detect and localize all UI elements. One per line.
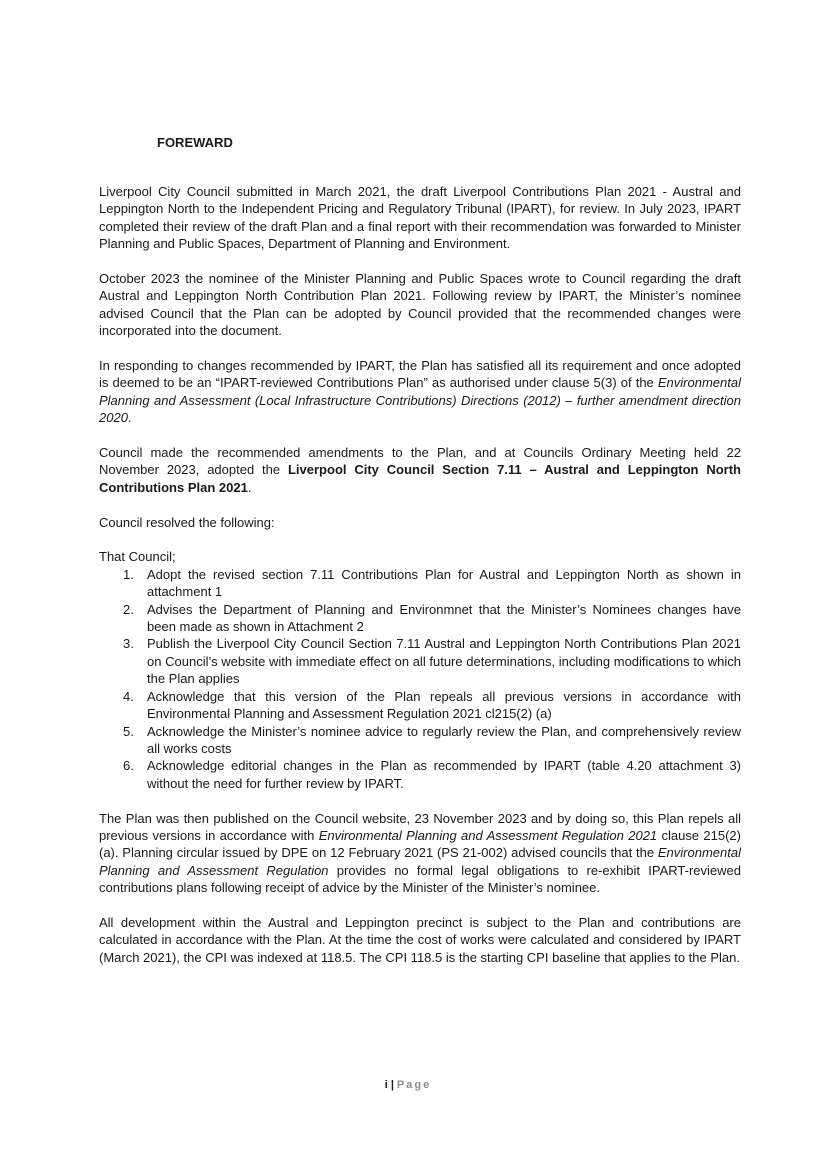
paragraph-publication — [99, 810, 741, 897]
list-number: 1. — [123, 566, 134, 582]
footer-separator: | — [390, 1079, 394, 1091]
paragraph-resolved: Council resolved the following: — [99, 514, 275, 530]
paragraph-end: . — [247, 479, 252, 495]
paragraph-text: provides no formal legal obligations to re-exhibit IPART-reviewed contributions plans following receipt of advice by the Minister of the Minister’s nominee. — [99, 862, 741, 896]
list-item — [99, 757, 741, 792]
paragraph-text: clause 215(2)(a). Planning circular issued by DPE on 12 February 2021 (PS 21-002) advised councils that the — [99, 827, 741, 861]
page-title: FOREWARD — [157, 135, 233, 150]
page-number: i — [384, 1079, 388, 1091]
body-content — [99, 183, 741, 984]
paragraph-text: The Plan was then published on the Council website, 23 November 2023 and by doing so, this Plan repels all previous versions in accordance with — [99, 810, 741, 843]
page-footer — [0, 1079, 816, 1091]
list-number: 4. — [123, 688, 134, 704]
list-item — [99, 723, 741, 758]
list-number: 2. — [123, 601, 134, 617]
page-label: Page — [396, 1079, 432, 1091]
paragraph-text: In responding to changes recommended by IPART, the Plan has satisfied all its requirement and once adopted is deemed to be an “IPART-reviewed Contributions Plan” as authorised under clause 5(3) of the — [99, 358, 741, 391]
list-text: Publish the Liverpool City Council Section 7.11 Austral and Leppington North Contributions Plan 2021 on Council’s website with immediate effect on all future determinations, including modifications to which the Plan applies — [147, 636, 741, 687]
list-text: Adopt the revised section 7.11 Contributions Plan for Austral and Leppington North as shown in attachment 1 — [147, 566, 741, 600]
resolution-list — [99, 566, 741, 792]
list-text: Acknowledge the Minister’s nominee advice to regularly review the Plan, and comprehensively review all works costs — [147, 723, 741, 756]
list-number: 5. — [123, 723, 134, 739]
list-item — [99, 601, 741, 636]
italic-regulation-2021: Environmental Planning and Assessment Regulation 2021 — [318, 827, 658, 843]
paragraph-adoption — [99, 444, 741, 496]
paragraph-cpi: All development within the Austral and Leppington precinct is subject to the Plan and contributions are calculated in accordance with the Plan. At the time the cost of works were calculated and considered by IPART (March 2021), the CPI was indexed at 118.5. The CPI 118.5 is the starting CPI baseline that applies to the Plan. — [99, 914, 741, 965]
list-item — [99, 635, 741, 687]
paragraph-ipart-reviewed — [99, 357, 741, 427]
paragraph-submission: Liverpool City Council submitted in March 2021, the draft Liverpool Contributions Plan 2021 - Austral and Leppington North to the Independent Pricing and Regulatory Tribunal (IPART), for review. In July 2023, IPART completed their review of the draft Plan and a final report with their recommendation was forwarded to Minister Planning and Public Spaces, Department of Planning and Environment. — [99, 184, 741, 252]
paragraph-end: . — [127, 410, 132, 426]
paragraph-that-council: That Council; — [99, 549, 176, 565]
list-item — [99, 688, 741, 723]
list-text: Acknowledge editorial changes in the Plan as recommended by IPART (table 4.20 attachment 3) without the need for further review by IPART. — [147, 758, 741, 791]
paragraph-text: Council made the recommended amendments to the Plan, and at Councils Ordinary Meeting held 22 November 2023, adopted the — [99, 445, 741, 478]
paragraph-minister-nominee: October 2023 the nominee of the Minister Planning and Public Spaces wrote to Council regarding the draft Austral and Leppington North Contribution Plan 2021. Following review by IPART, the Minister’s nominee advised Council that the Plan can be adopted by Council provided that the recommended changes were incorporated into the document. — [99, 271, 741, 339]
list-number: 3. — [123, 636, 134, 652]
italic-regulation: Environmental Planning and Assessment Regulation — [99, 845, 741, 878]
list-item — [99, 566, 741, 601]
italic-directions-title: Environmental Planning and Assessment (Local Infrastructure Contributions) Directions (2012) – further amendment direction 2020 — [99, 375, 741, 426]
list-text: Advises the Department of Planning and Environmnet that the Minister’s Nominees changes have been made as shown in Attachment 2 — [147, 601, 741, 635]
bold-plan-title: Liverpool City Council Section 7.11 – Austral and Leppington North Contributions Plan 2021 — [99, 462, 741, 495]
list-text: Acknowledge that this version of the Plan repeals all previous versions in accordance with Environmental Planning and Assessment Regulation 2021 cl215(2) (a) — [147, 688, 741, 722]
list-number: 6. — [123, 758, 134, 774]
